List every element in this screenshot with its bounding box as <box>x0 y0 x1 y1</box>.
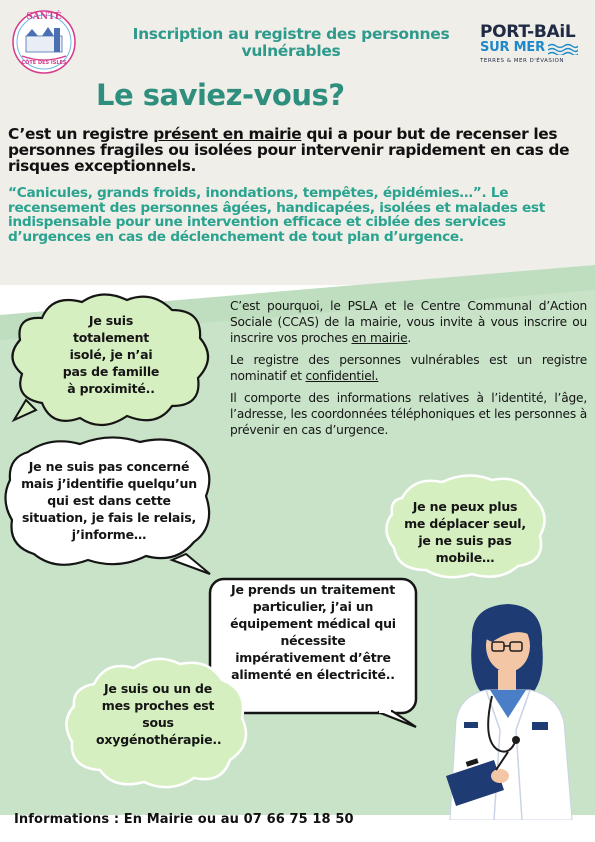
intro-part2: qui a pour but de recenser les personnes fragiles ou isolées pour intervenir rapidement en cas de risques exceptionnels. <box>8 125 570 175</box>
port-bail-logo <box>480 22 580 72</box>
page-title: Inscription au registre des personnes vulnérables <box>132 25 450 60</box>
speech-bubble-oxygen <box>58 648 253 798</box>
footer-contact: Informations : En Mairie ou au 07 66 75 18 50 <box>14 812 354 827</box>
intro-paragraph <box>8 126 588 174</box>
logo-right-line1: PORT-BAiL <box>480 22 576 42</box>
logo-left-top-text: SANTÉ <box>26 12 62 22</box>
logo-right-line3: TERRES & MER D'ÉVASION <box>480 58 564 64</box>
info-paragraph-2 <box>230 352 587 384</box>
doctor-illustration <box>420 600 595 820</box>
info-p1-part1: C’est pourquoi, le PSLA et le Centre Communal d’Action Sociale (CCAS) de la mairie, vous invite à vous inscrire ou inscrire vos proches <box>230 299 587 345</box>
speech-bubble-isolated <box>2 288 217 438</box>
sante-logo <box>10 8 78 76</box>
speech-bubble-not-concerned <box>0 430 218 580</box>
logo-right-line2: SUR MER <box>480 40 545 55</box>
info-paragraph-1 <box>230 298 587 346</box>
info-block <box>230 298 587 444</box>
bubble-text-not-concerned: Je ne suis pas concerné mais j’identifie quelqu’un qui est dans cette situation, je fais le relais, j’informe… <box>21 459 197 542</box>
bubble-text-isolated: Je suis totalement isolé, je n’ai pas de famille à proximité.. <box>62 313 160 396</box>
speech-bubble-not-mobile <box>380 470 550 582</box>
intro-part1: C’est un registre <box>8 125 154 143</box>
info-p1-underlined: en mairie <box>351 331 408 345</box>
bubble-text-treatment: Je prends un traitement particulier, j’ai un équipement médical qui nécessite impérativement d’être alimenté en électricité.. <box>230 582 396 682</box>
info-paragraph-3: Il comporte des informations relatives à l’identité, l’âge, l’adresse, les coordonnées téléphoniques et les personnes à prévenir en cas d’urgence. <box>230 391 587 437</box>
bubble-text-oxygen: Je suis ou un de mes proches est sous oxygénothérapie.. <box>96 681 222 747</box>
bubble-text-not-mobile: Je ne peux plus me déplacer seul, je ne suis pas mobile… <box>404 499 526 565</box>
quote-paragraph: “Canicules, grands froids, inondations, tempêtes, épidémies…”. Le recensement des personnes âgées, handicapées, isolées et malades est indispensable pour une intervention efficace et ciblée des services d’urgences en cas de déclenchement de tout plan d’urgence. <box>8 185 546 245</box>
intro-underlined: présent en mairie <box>153 125 302 143</box>
headline: Le saviez-vous? <box>96 78 345 112</box>
logo-left-bottom-text: CÔTE DES ISLES <box>21 60 67 66</box>
waves-icon <box>548 43 578 55</box>
info-p2-part1: Le registre des personnes vulnérables est un registre nominatif et <box>230 353 587 383</box>
info-p1-part2: . <box>407 331 412 345</box>
info-p2-underlined: confidentiel. <box>305 369 379 383</box>
